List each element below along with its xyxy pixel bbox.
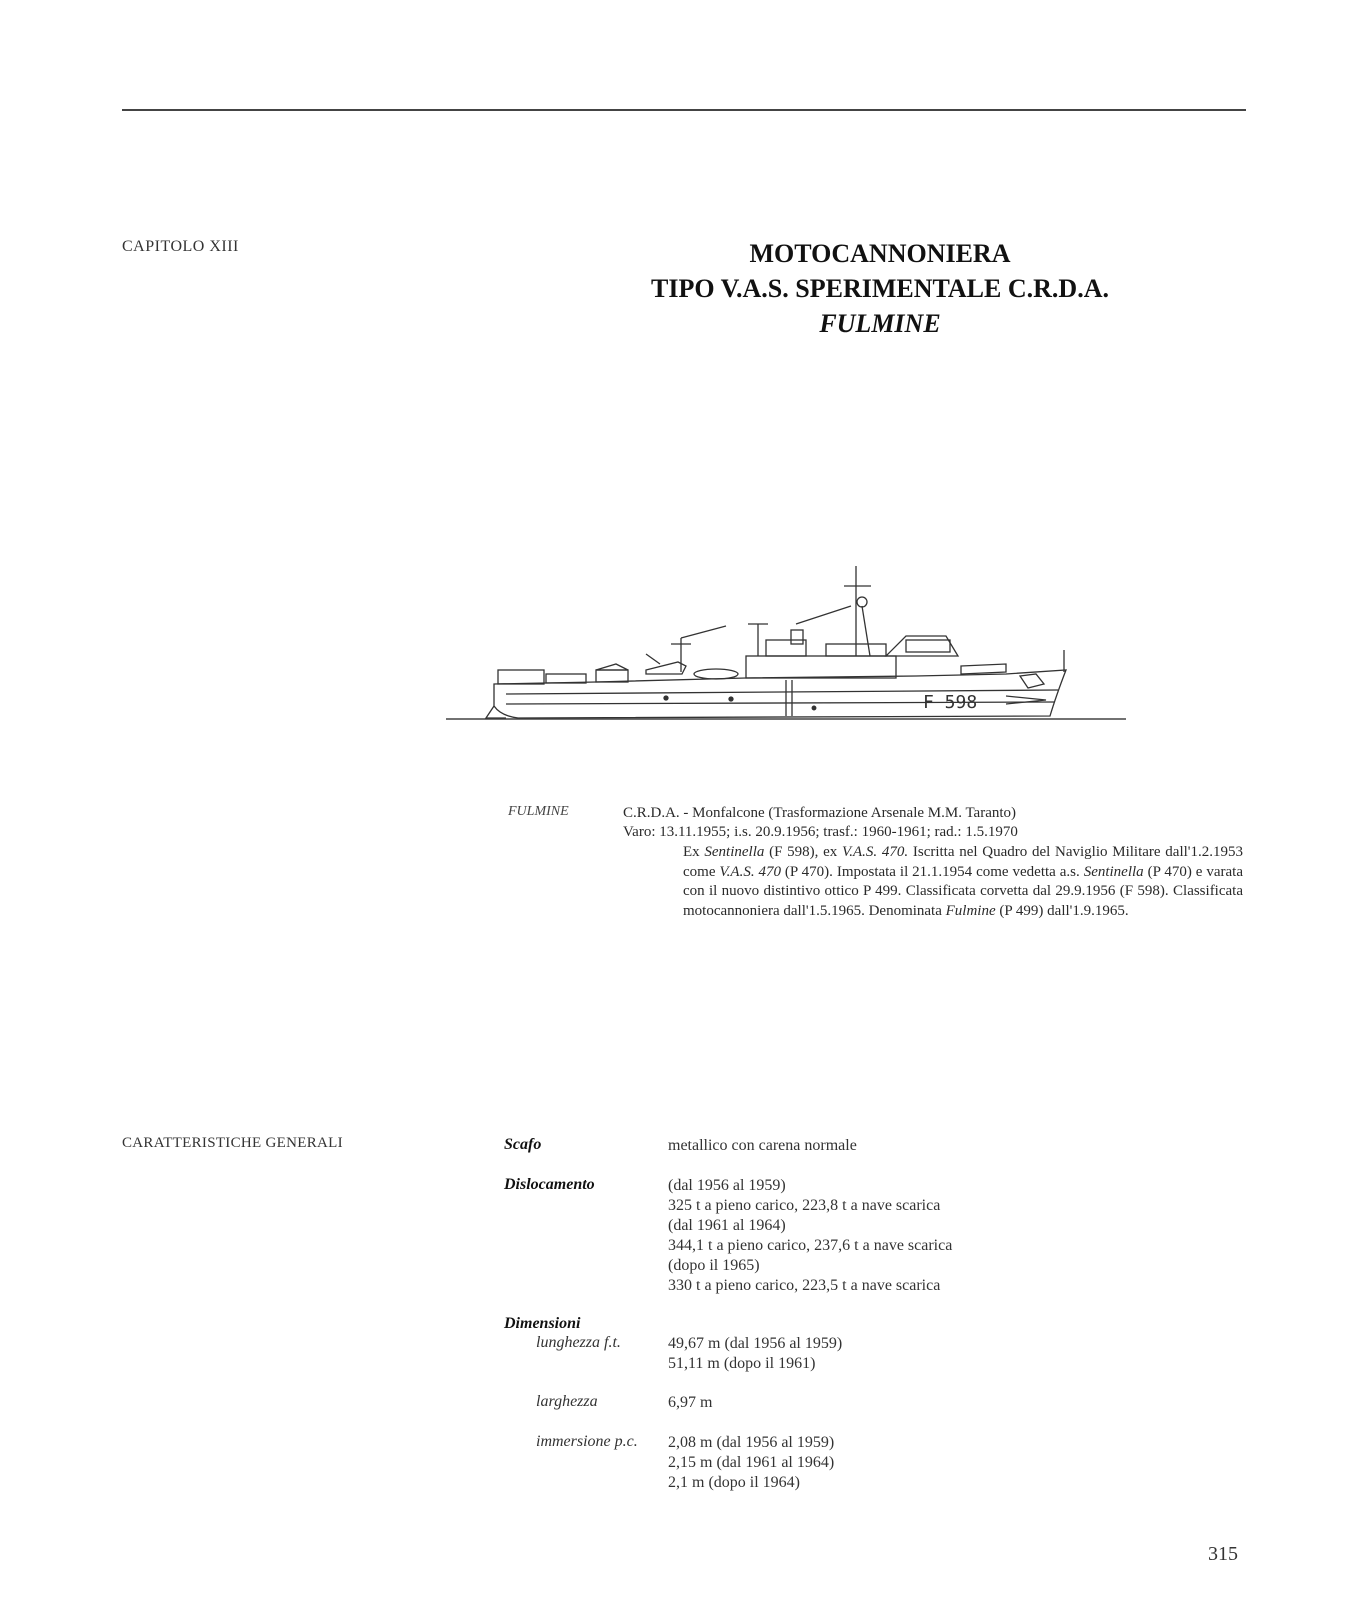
entry-header <box>623 804 1243 842</box>
spec-label-immersione: immersione p.c. <box>536 1433 638 1450</box>
entry-ship-name: FULMINE <box>508 804 569 819</box>
spec-label-dislocamento: Dislocamento <box>504 1176 595 1193</box>
spec-value-immersione <box>668 1433 834 1493</box>
title-line-1: MOTOCANNONIERA <box>749 239 1011 268</box>
entry-history-run: Iscritta nel Quadro del Naviglio Militare dall'1.2.1953 come <box>683 844 1243 880</box>
entry-history-run: (P 470). Impostata il 21.1.1954 come vedetta a.s. <box>781 863 1084 880</box>
spec-value-line: 344,1 t a pieno carico, 237,6 t a nave scarica <box>668 1237 953 1254</box>
entry-history-run: Ex <box>683 844 705 860</box>
spec-value-scafo <box>668 1136 857 1156</box>
entry-history-run: Fulmine <box>945 902 996 919</box>
entry-history <box>683 843 1243 921</box>
spec-value-line: 51,11 m (dopo il 1961) <box>668 1355 816 1372</box>
chapter-label: CAPITOLO XIII <box>122 238 239 255</box>
entry-builder: C.R.D.A. - Monfalcone (Trasformazione Arsenale M.M. Taranto) <box>623 805 1017 821</box>
entry-history-run: Sentinella <box>704 844 765 860</box>
entry-history-run: (P 470) e varata con il nuovo distintivo ottico P 499. Classificata corvetta dal 29.9.1956 (F 598). Classificata motocannoniera dall'1.5.1965. Denominata <box>683 863 1243 919</box>
hull-marking: F 598 <box>923 692 978 713</box>
ship-profile-drawing <box>446 566 1126 746</box>
entry-history-run: Sentinella <box>1083 863 1144 880</box>
spec-value-larghezza <box>668 1393 712 1413</box>
spec-value-line: 6,97 m <box>668 1394 713 1411</box>
top-rule <box>122 109 1246 111</box>
entry-dates: Varo: 13.11.1955; i.s. 20.9.1956; trasf.: 1960-1961; rad.: 1.5.1970 <box>623 824 1018 840</box>
entry-history-run: V.A.S. 470. <box>842 844 909 860</box>
entry-history-run: (P 499) dall'1.9.1965. <box>995 902 1129 919</box>
spec-value-line: 330 t a pieno carico, 223,5 t a nave scarica <box>668 1277 941 1294</box>
spec-value-line: (dal 1961 al 1964) <box>668 1217 786 1234</box>
spec-value-line: metallico con carena normale <box>668 1137 857 1154</box>
spec-value-line: 2,08 m (dal 1956 al 1959) <box>668 1434 835 1451</box>
spec-label-dimensioni: Dimensioni <box>504 1315 581 1332</box>
page-number: 315 <box>1208 1543 1238 1565</box>
page-title <box>560 236 1200 341</box>
spec-value-lunghezza <box>668 1334 842 1374</box>
spec-label-lunghezza: lunghezza f.t. <box>536 1334 621 1351</box>
spec-value-line: 325 t a pieno carico, 223,8 t a nave scarica <box>668 1197 941 1214</box>
spec-label-larghezza: larghezza <box>536 1393 598 1410</box>
spec-value-line: (dopo il 1965) <box>668 1257 760 1274</box>
spec-value-dislocamento <box>668 1176 952 1296</box>
section-title: CARATTERISTICHE GENERALI <box>122 1135 343 1151</box>
spec-value-line: 49,67 m (dal 1956 al 1959) <box>668 1335 843 1352</box>
title-ship-name: FULMINE <box>819 309 941 338</box>
entry-history-run: V.A.S. 470 <box>719 863 781 880</box>
entry-history-run: (F 598), ex <box>764 844 843 860</box>
spec-value-line: 2,1 m (dopo il 1964) <box>668 1474 800 1491</box>
spec-label-scafo: Scafo <box>504 1136 542 1153</box>
spec-value-line: (dal 1956 al 1959) <box>668 1177 786 1194</box>
title-line-2: TIPO V.A.S. SPERIMENTALE C.R.D.A. <box>651 274 1109 303</box>
spec-value-line: 2,15 m (dal 1961 al 1964) <box>668 1454 835 1471</box>
